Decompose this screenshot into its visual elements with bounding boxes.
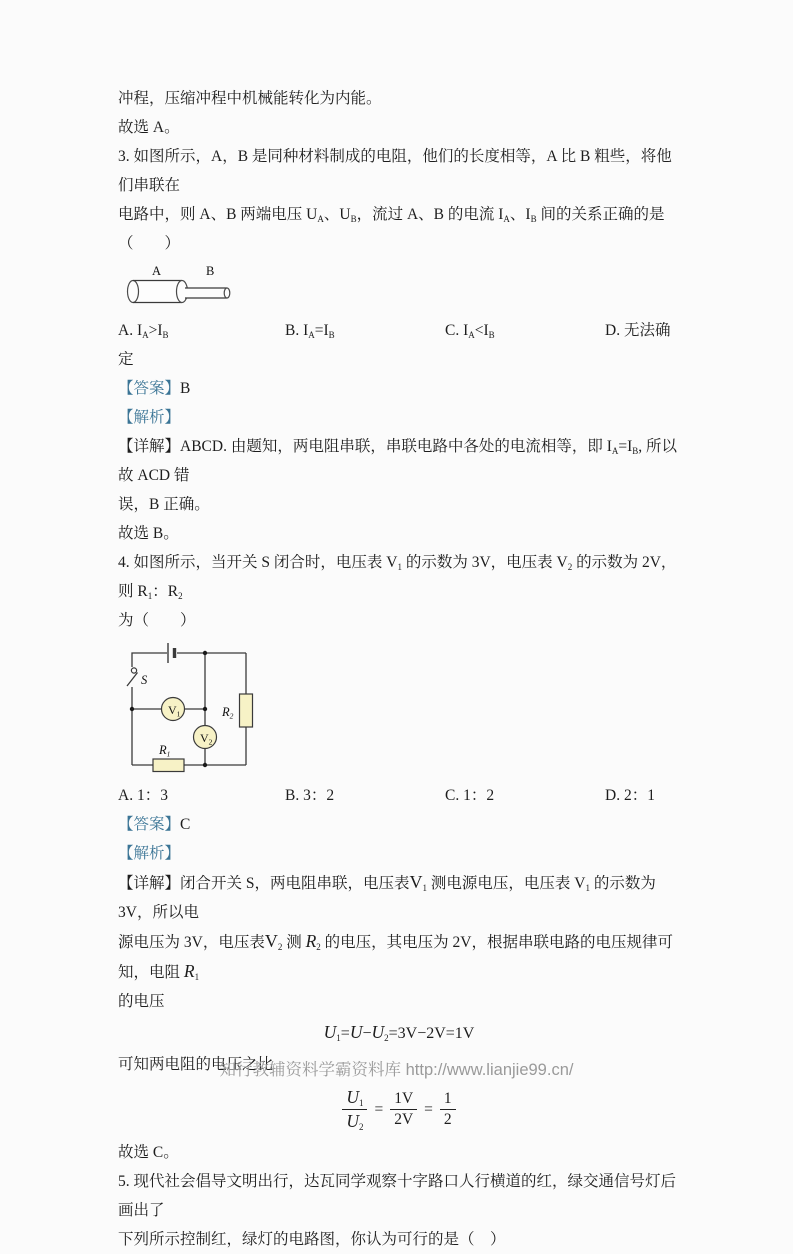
fraction-1-2: $\frac{1}{2}$ <box>440 1089 456 1130</box>
answer-tag: 【答案】 <box>118 816 181 833</box>
resistor-r2 <box>221 694 253 727</box>
switch-symbol <box>127 668 148 687</box>
q4-detail-line-1: 【详解】闭合开关 S，两电阻串联，电压表$V_1$ 测电源电压，电压表 $V_1$ 的示数为 3V，所以电 <box>118 872 660 921</box>
q3-option-d-wrap: 定 <box>118 351 134 368</box>
q4-option-c: C. 1：2 <box>445 787 495 804</box>
resistor-b-label: B <box>206 264 215 278</box>
page-footer <box>0 1056 793 1080</box>
fraction-1v-2v: $\frac{1V}{2V}$ <box>390 1089 417 1130</box>
q4-detail-line-4: 可知两电阻的电压之比 <box>118 1056 274 1073</box>
resistor-a-cylinder <box>128 281 188 303</box>
q3-answer-line <box>118 374 680 403</box>
q4-conclusion: 故选 C。 <box>118 1144 179 1162</box>
q4-option-d: D. 2：1 <box>605 787 655 804</box>
q4-detail-line-2: 源电压为 3V，电压表$V_2$ 测 $R_2$ 的电压，其电压为 2V，根据串联电路的电压规律可知，电阻 $R_1$ <box>118 931 673 982</box>
question-4-stem-line-1: 4. 如图所示，当开关 S 闭合时，电压表 $V_1$ 的示数为 3V，电压表 $V_2$ 的示数为 2V，则 $R_1$：$R_2$ <box>118 554 677 601</box>
q3-option-c: C. $I_A<I_B$ <box>445 322 495 340</box>
wire-top-left <box>132 653 167 667</box>
question-4-stem-line-2: 为（ ） <box>118 612 196 629</box>
voltmeter-v1 <box>162 698 185 721</box>
battery-symbol <box>168 643 175 663</box>
svg-text:V2: $V_2$ <box>200 731 213 747</box>
q3-option-a: A. $I_A>I_B$ <box>118 322 169 340</box>
equation-voltage-difference: $U_1=U-U_2=3V-2V=1V$ <box>323 1022 475 1043</box>
equals-sign: = <box>374 1100 384 1118</box>
question-5-stem-line-2: 下列所示控制红，绿灯的电路图，你认为可行的是（ ） <box>118 1231 506 1249</box>
question-3-stem-line-2: 电路中，则 A、B 两端电压 $U_A$、$U_B$，流过 A、B 的电流 $I_A$、$I_B$ 间的关系正确的是（ ） <box>118 206 665 252</box>
answer-value: C <box>180 816 191 833</box>
q4-detail-line-3: 的电压 <box>118 993 165 1010</box>
q3-analysis-line <box>118 403 680 432</box>
resistor-r1 <box>153 743 184 772</box>
analysis-tag: 【解析】 <box>118 845 181 862</box>
voltmeter-v2 <box>194 726 217 749</box>
footer-site-text: 知行教辅资料学霸资料库 http://www.lianjie99.cn/ <box>219 1061 574 1079</box>
resistor-a-label: A <box>152 264 162 278</box>
fraction-u1-u2: $\frac{U_1}{U_2}$ <box>342 1086 367 1133</box>
question-3-options-row <box>118 316 680 345</box>
q4-analysis-line <box>118 839 680 868</box>
q4-option-b: B. 3：2 <box>285 787 335 804</box>
q3-option-d: D. 无法确 <box>605 322 671 339</box>
equals-sign: = <box>424 1100 433 1118</box>
q3-option-b: B. $I_A=I_B$ <box>285 322 335 340</box>
question-4-options-row <box>118 781 680 810</box>
q3-detail-line-1: 【详解】ABCD. 由题知，两电阻串联，串联电路中各处的电流相等，即 $I_A=I_B$, 所以故 ACD 错 <box>118 438 678 484</box>
q4-option-a: A. 1：3 <box>118 787 168 804</box>
question-5-stem-line-1: 5. 现代社会倡导文明出行，达瓦同学观察十字路口人行横道的红，绿交通信号灯后画出了 <box>118 1173 677 1220</box>
q4-answer-line <box>118 810 680 839</box>
prev-solution-line-1: 冲程，压缩冲程中机械能转化为内能。 <box>118 90 382 107</box>
circuit-diagram-figure <box>126 641 261 779</box>
switch-label: S <box>141 673 148 687</box>
question-3-stem-line-1: 3. 如图所示，A，B 是同种材料制成的电阻，他们的长度相等，A 比 B 粗些，将他们串联在 <box>118 148 672 194</box>
resistors-figure <box>120 262 250 314</box>
equation-voltage-ratio <box>118 1079 680 1138</box>
prev-solution-conclusion: 故选 A。 <box>118 119 180 136</box>
svg-text:R1: $R_1$ <box>159 743 171 759</box>
resistor-b-cylinder <box>185 288 230 298</box>
answer-value: B <box>180 380 191 397</box>
q3-detail-line-2: 误，B 正确。 <box>118 496 210 513</box>
svg-text:R2: $R_2$ <box>222 705 234 721</box>
analysis-tag: 【解析】 <box>118 409 181 426</box>
svg-text:V1: $V_1$ <box>168 703 181 719</box>
answer-tag: 【答案】 <box>118 380 181 397</box>
q3-conclusion: 故选 B。 <box>118 525 179 542</box>
